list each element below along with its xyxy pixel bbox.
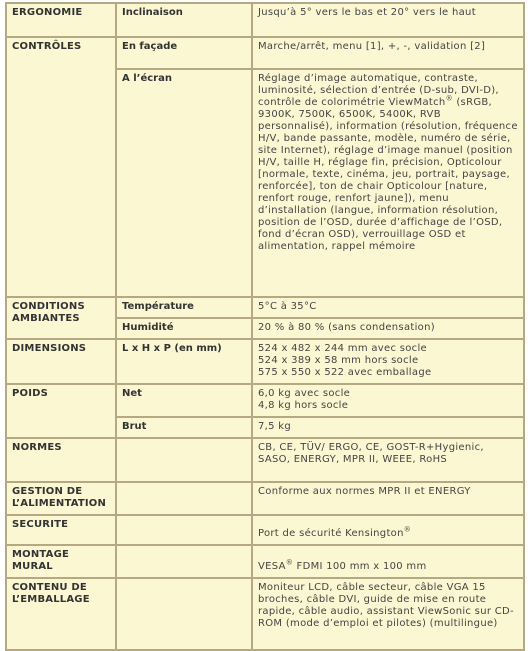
value-text: (sRGB, 9300K, 7500K, 6500K, 5400K, RVB personnalisé), information (résolution, fréquence H/V, bande passante, modèle, numéro de série, site Internet), réglage d’image manuel (position H/V, taille H, réglage fin, précision, Opticolour [normale, texte, cinéma, jeu, portrait, paysage, renforcée], ton de chair Opticolour [nature, renfort rouge, renfort jaune]), menu d’installation (langue, information résolution, position de l’OSD, durée d’affichage de l’OSD, fond d’écran OSD), verrouillage OSD et alimentation, rappel mémoire — [258, 97, 518, 252]
table-row — [7, 4, 523, 36]
subcategory-cell: L x H x P (en mm) — [117, 340, 251, 383]
table-row — [7, 483, 523, 514]
value-cell — [253, 546, 523, 577]
value-line: 6,0 kg avec socle — [258, 388, 351, 399]
value-text: VESA — [258, 561, 286, 572]
table-row — [7, 38, 523, 68]
value-cell: Moniteur LCD, câble secteur, câble VGA 15 broches, câble DVI, guide de mise en route rapide, câble audio, assistant ViewSonic sur CD-ROM (mode d’emploi et pilotes) (multilingue) — [253, 579, 523, 649]
value-cell: 5°C à 35°C — [253, 298, 523, 317]
value-line: 4,8 kg hors socle — [258, 400, 349, 411]
category-cell: CONDITIONS AMBIANTES — [7, 298, 115, 338]
value-line: 524 x 389 x 58 mm hors socle — [258, 355, 419, 366]
category-cell: CONTRÔLES — [7, 38, 115, 296]
registered-mark: ® — [285, 558, 294, 567]
registered-mark: ® — [445, 94, 453, 103]
subcategory-cell: Humidité — [117, 319, 251, 338]
category-cell: NORMES — [7, 439, 115, 481]
table-row — [7, 340, 523, 383]
table-row — [7, 439, 523, 481]
subcategory-cell — [117, 546, 251, 577]
value-cell: Conforme aux normes MPR II et ENERGY — [253, 483, 523, 514]
value-cell — [253, 340, 523, 383]
category-cell: POIDS — [7, 385, 115, 437]
subcategory-cell — [117, 483, 251, 514]
subcategory-cell: Température — [117, 298, 251, 317]
registered-mark: ® — [403, 525, 412, 534]
subcategory-cell — [117, 579, 251, 649]
subcategory-cell: Inclinaison — [117, 4, 251, 36]
value-text: Réglage d’image automatique, contraste, luminosité, sélection d’entrée (D-sub, DVI-D), contrôle de colorimétrie ViewMatch — [258, 73, 499, 108]
value-cell: 7,5 kg — [253, 418, 523, 437]
category-cell: ERGONOMIE — [7, 4, 115, 36]
category-cell: GESTION DE L’ALIMENTATION — [7, 483, 115, 514]
value-line: 575 x 550 x 522 avec emballage — [258, 367, 432, 378]
value-cell: Jusqu’à 5° vers le bas et 20° vers le haut — [253, 4, 523, 36]
table-row — [7, 385, 523, 416]
category-cell: MONTAGE MURAL — [7, 546, 115, 577]
value-cell — [253, 70, 523, 296]
table-row — [7, 516, 523, 544]
value-line: 524 x 482 x 244 mm avec socle — [258, 343, 427, 354]
subcategory-cell: Net — [117, 385, 251, 416]
value-cell: Marche/arrêt, menu [1], +, -, validation [2] — [253, 38, 523, 68]
category-cell: CONTENU DE L’EMBALLAGE — [7, 579, 115, 649]
value-text: FDMI 100 mm x 100 mm — [293, 561, 427, 572]
value-cell: 20 % à 80 % (sans condensation) — [253, 319, 523, 338]
subcategory-cell: En façade — [117, 38, 251, 68]
value-cell: CB, CE, TÜV/ ERGO, CE, GOST-R+Hygienic, SASO, ENERGY, MPR II, WEEE, RoHS — [253, 439, 523, 481]
table-row — [7, 579, 523, 649]
table-row — [7, 546, 523, 577]
subcategory-cell — [117, 439, 251, 481]
spec-table — [5, 2, 525, 651]
table-row — [7, 298, 523, 317]
value-cell — [253, 516, 523, 544]
subcategory-cell: Brut — [117, 418, 251, 437]
category-cell: DIMENSIONS — [7, 340, 115, 383]
subcategory-cell — [117, 516, 251, 544]
value-text: Port de sécurité Kensington — [258, 528, 404, 539]
value-cell — [253, 385, 523, 416]
subcategory-cell: A l’écran — [117, 70, 251, 296]
category-cell: SECURITE — [7, 516, 115, 544]
